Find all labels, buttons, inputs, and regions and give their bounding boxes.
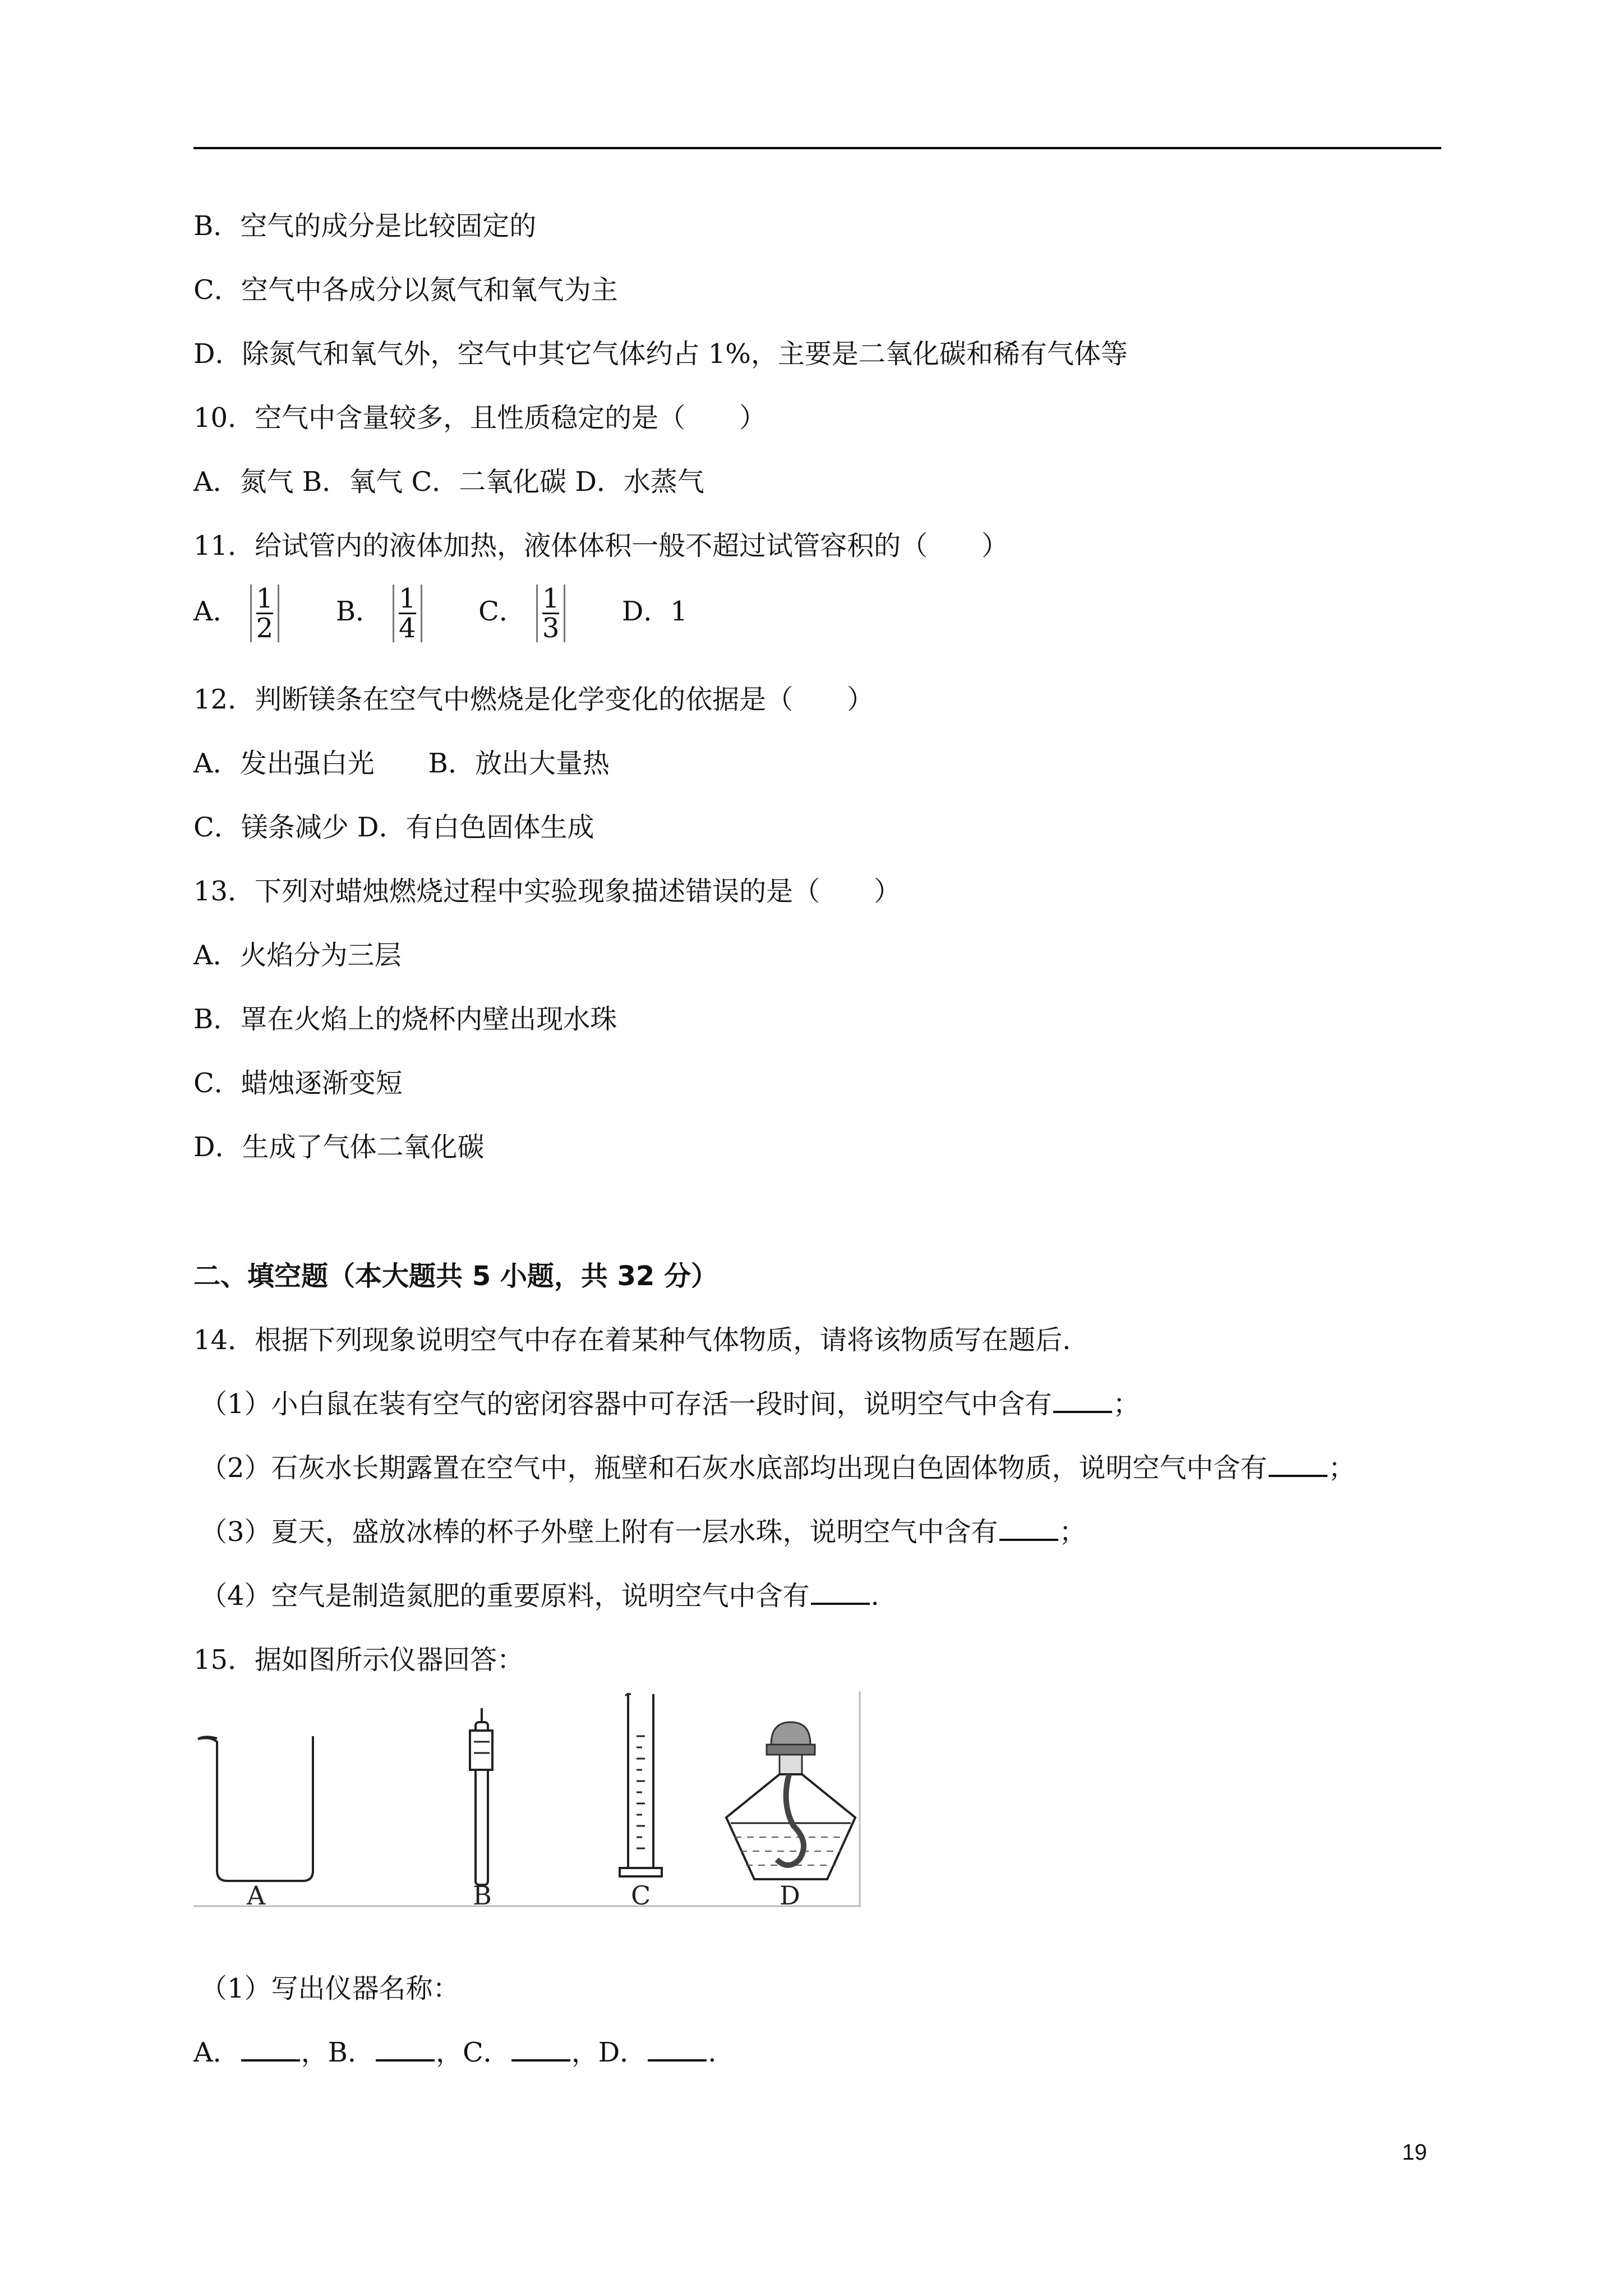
glass-rod-icon: [470, 1708, 492, 1885]
q13-option-a: A．火焰分为三层: [193, 940, 402, 971]
figure-label-a: A: [247, 1880, 266, 1910]
q9-option-b: B．空气的成分是比较固定的: [193, 210, 537, 242]
answer-blank[interactable]: [1053, 1405, 1112, 1413]
q15-part-1: （1）写出仪器名称：: [200, 1973, 460, 2004]
fraction-1-3: $\frac{1}{3}$: [536, 585, 566, 642]
figure-label-d: D: [780, 1880, 800, 1910]
question-12-options-ab: A．发出强白光 B．放出大量热: [193, 748, 610, 779]
question-11: 11．给试管内的液体加热，液体体积一般不超过试管容积的（ ）: [193, 530, 1009, 562]
answer-blank[interactable]: [999, 1533, 1058, 1541]
question-12: 12．判断镁条在空气中燃烧是化学变化的依据是（ ）: [193, 684, 874, 715]
q13-option-d: D．生成了气体二氧化碳: [193, 1131, 485, 1163]
q11-option-d: D．1: [621, 596, 688, 627]
answer-blank[interactable]: [811, 1597, 870, 1605]
figure-label-b: B: [473, 1880, 492, 1910]
answer-blank[interactable]: [376, 2054, 435, 2062]
figure-label-c: C: [631, 1880, 651, 1910]
answer-blank[interactable]: [511, 2054, 570, 2062]
q14-part-1: （1）小白鼠在装有空气的密闭容器中可存活一段时间，说明空气中含有 ；: [200, 1388, 1140, 1420]
q14-part-3: （3）夏天，盛放冰棒的杯子外壁上附有一层水珠，说明空气中含有 ；: [200, 1516, 1086, 1548]
fraction-1-4: $\frac{1}{4}$: [393, 585, 422, 642]
question-10: 10．空气中含量较多，且性质稳定的是（ ）: [193, 402, 767, 434]
answer-blank[interactable]: [1269, 1469, 1327, 1477]
alcohol-lamp-icon: [726, 1722, 855, 1879]
question-15: 15．据如图所示仪器回答：: [193, 1644, 524, 1676]
q13-option-b: B．罩在火焰上的烧杯内壁出现水珠: [193, 1004, 617, 1035]
graduated-cylinder-icon: [620, 1694, 662, 1876]
section-heading: 二、填空题（本大题共 5 小题，共 32 分）: [193, 1260, 718, 1292]
fraction-1-2: $\frac{1}{2}$: [250, 585, 280, 642]
q11-option-b: B． $\frac{1}{4}$: [336, 596, 436, 627]
beaker-icon: [198, 1736, 313, 1881]
question-11-options: [193, 581, 688, 642]
answer-blank[interactable]: [648, 2054, 707, 2062]
q15-answer-line: A． ，B． ，C． ，D． .: [193, 2037, 717, 2068]
q14-part-4: （4）空气是制造氮肥的重要原料，说明空气中含有 .: [200, 1580, 879, 1612]
q13-option-c: C．蜡烛逐渐变短: [193, 1068, 403, 1099]
q11-option-a: A． $\frac{1}{2}$: [193, 596, 293, 627]
q14-part-2: （2）石灰水长期露置在空气中，瓶壁和石灰水底部均出现白色固体物质，说明空气中含有 ；: [200, 1452, 1355, 1484]
instrument-figure: [193, 1691, 861, 1910]
q9-option-c: C．空气中各成分以氮气和氧气为主: [193, 274, 618, 306]
question-13: 13．下列对蜡烛燃烧过程中实验现象描述错误的是（ ）: [193, 876, 901, 907]
q9-option-d: D．除氮气和氧气外，空气中其它气体约占 1%，主要是二氧化碳和稀有气体等: [193, 338, 1128, 370]
q11-option-c: C． $\frac{1}{3}$: [478, 596, 580, 627]
question-12-options-cd: C．镁条减少 D．有白色固体生成: [193, 812, 594, 843]
question-14: 14．根据下列现象说明空气中存在着某种气体物质，请将该物质写在题后.: [193, 1324, 1071, 1356]
answer-blank[interactable]: [241, 2054, 300, 2062]
header-rule: [193, 147, 1441, 149]
page-number: 19: [1402, 2140, 1427, 2165]
question-10-options: A．氮气 B．氧气 C．二氧化碳 D．水蒸气: [193, 466, 704, 498]
